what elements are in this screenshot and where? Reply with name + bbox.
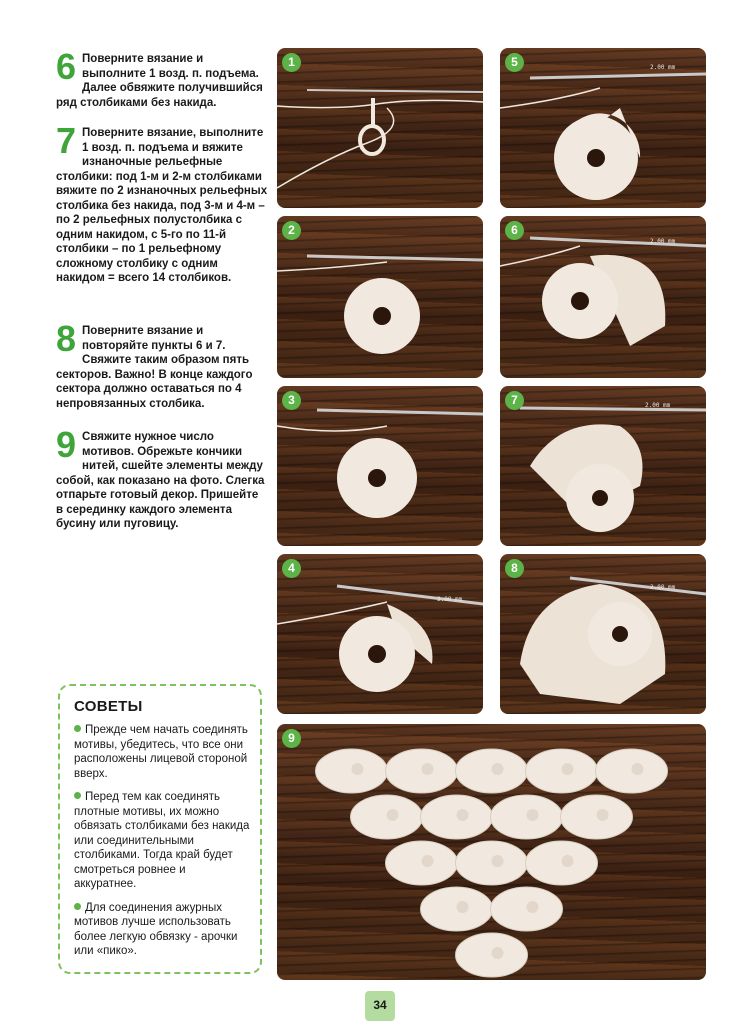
step-6	[56, 46, 268, 110]
yarn-illustration	[500, 554, 706, 714]
motif-center	[457, 809, 469, 821]
crochet-motif	[421, 795, 493, 839]
hook-size-label: 2.00 mm	[645, 402, 671, 409]
bullet-icon	[74, 903, 81, 910]
motif-center	[562, 763, 574, 775]
tips-title: СОВЕТЫ	[74, 698, 143, 715]
step-7	[56, 120, 268, 286]
step-8	[56, 318, 268, 411]
tip-text: Перед тем как соединять плотные мотивы, их можно обвязать столбиками без накида или соединительными столбиками. Тогда край будет смотреться ровнее и аккуратнее.	[74, 791, 250, 890]
tip-item	[74, 790, 250, 892]
motif-center	[492, 855, 504, 867]
step-badge: 1	[282, 53, 301, 72]
important-text: В конце каждого сектора должно оставаться по 4 непровязанных столбика.	[56, 368, 253, 410]
tip-text: Прежде чем начать соединять мотивы, убедитесь, что все они расположены лицевой стороной вверх.	[74, 724, 248, 780]
step-badge: 5	[505, 53, 524, 72]
crochet-motif	[351, 795, 423, 839]
tip-item	[74, 901, 250, 959]
motif-center	[422, 763, 434, 775]
crochet-motif	[386, 749, 458, 793]
photo-step-4	[277, 554, 483, 714]
crochet-motif	[491, 887, 563, 931]
step-badge: 2	[282, 221, 301, 240]
motif-center	[562, 855, 574, 867]
step-badge: 9	[282, 729, 301, 748]
crochet-motif	[456, 749, 528, 793]
tip-text: Для соединения ажурных мотивов лучше использовать более легкую обвязку - арочки или «пико».	[74, 901, 238, 957]
photo-step-3	[277, 386, 483, 546]
motif-center	[457, 901, 469, 913]
crochet-motif	[316, 749, 388, 793]
shawl-illustration	[277, 724, 706, 980]
crochet-motif	[386, 841, 458, 885]
crochet-motif	[491, 795, 563, 839]
important-label: Важно!	[114, 368, 156, 381]
photo-step-1	[277, 48, 483, 208]
crochet-motif	[456, 841, 528, 885]
step-number: 7	[56, 120, 77, 161]
motif-center	[352, 763, 364, 775]
page-number: 34	[365, 991, 395, 1021]
photo-step-8	[500, 554, 706, 714]
motif-center	[527, 809, 539, 821]
step-text: Поверните вязание, выполните 1 возд. п. подъема и вяжите изнаночные рельефные столбики: под 1-м и 2-м столбиками вяжите по 2 изнаночных рельефных столбика без накида, под 3-м и 4-м – по 2 рельефных полустолбика с одним накидом, с 5-го по 11-й столбики – по 1 рельефному сложному столбику с одним накидом = всего 14 столбиков.	[56, 127, 268, 284]
photo-step-5	[500, 48, 706, 208]
photo-step-2	[277, 216, 483, 378]
yarn-illustration	[277, 386, 483, 546]
step-badge: 4	[282, 559, 301, 578]
photo-step-6	[500, 216, 706, 378]
crochet-motif	[596, 749, 668, 793]
step-number: 9	[56, 424, 77, 465]
step-text: Поверните вязание и повторяйте пункты 6 и 7. Свяжите таким образом пять секторов.	[56, 325, 250, 381]
yarn-illustration	[500, 386, 706, 546]
bullet-icon	[74, 725, 81, 732]
step-badge: 6	[505, 221, 524, 240]
crochet-motif	[526, 749, 598, 793]
hook-size-label: 2.00 mm	[437, 596, 463, 603]
crochet-motif	[526, 841, 598, 885]
step-9	[56, 424, 268, 532]
hook-size-label: 2.00 mm	[650, 238, 676, 245]
motif-center	[632, 763, 644, 775]
photo-step-9	[277, 724, 706, 980]
tips-box	[58, 684, 262, 974]
tip-item	[74, 723, 250, 781]
step-number: 6	[56, 46, 77, 87]
step-badge: 3	[282, 391, 301, 410]
motif-center	[492, 763, 504, 775]
step-text: Поверните вязание и выполните 1 возд. п. подъема. Далее обвяжите получившийся ряд столбиками без накида.	[56, 53, 263, 109]
motif-center	[492, 947, 504, 959]
photo-step-7	[500, 386, 706, 546]
hook-size-label: 2.00 mm	[650, 64, 676, 71]
motif-center	[422, 855, 434, 867]
yarn-illustration	[277, 48, 483, 208]
yarn-illustration	[277, 216, 483, 378]
motif-center	[527, 901, 539, 913]
step-badge: 7	[505, 391, 524, 410]
step-badge: 8	[505, 559, 524, 578]
step-number: 8	[56, 318, 77, 359]
yarn-illustration	[500, 48, 706, 208]
hook-size-label: 2.00 mm	[650, 584, 676, 591]
yarn-illustration	[277, 554, 483, 714]
motif-center	[597, 809, 609, 821]
crochet-motif	[561, 795, 633, 839]
crochet-motif	[456, 933, 528, 977]
step-text: Свяжите нужное число мотивов. Обрежьте кончики нитей, сшейте элементы между собой, как показано на фото. Слегка отпарьте готовый декор. Пришейте в серединку каждого элемента бусину или пуговицу.	[56, 431, 265, 530]
motif-center	[387, 809, 399, 821]
bullet-icon	[74, 792, 81, 799]
crochet-motif	[421, 887, 493, 931]
